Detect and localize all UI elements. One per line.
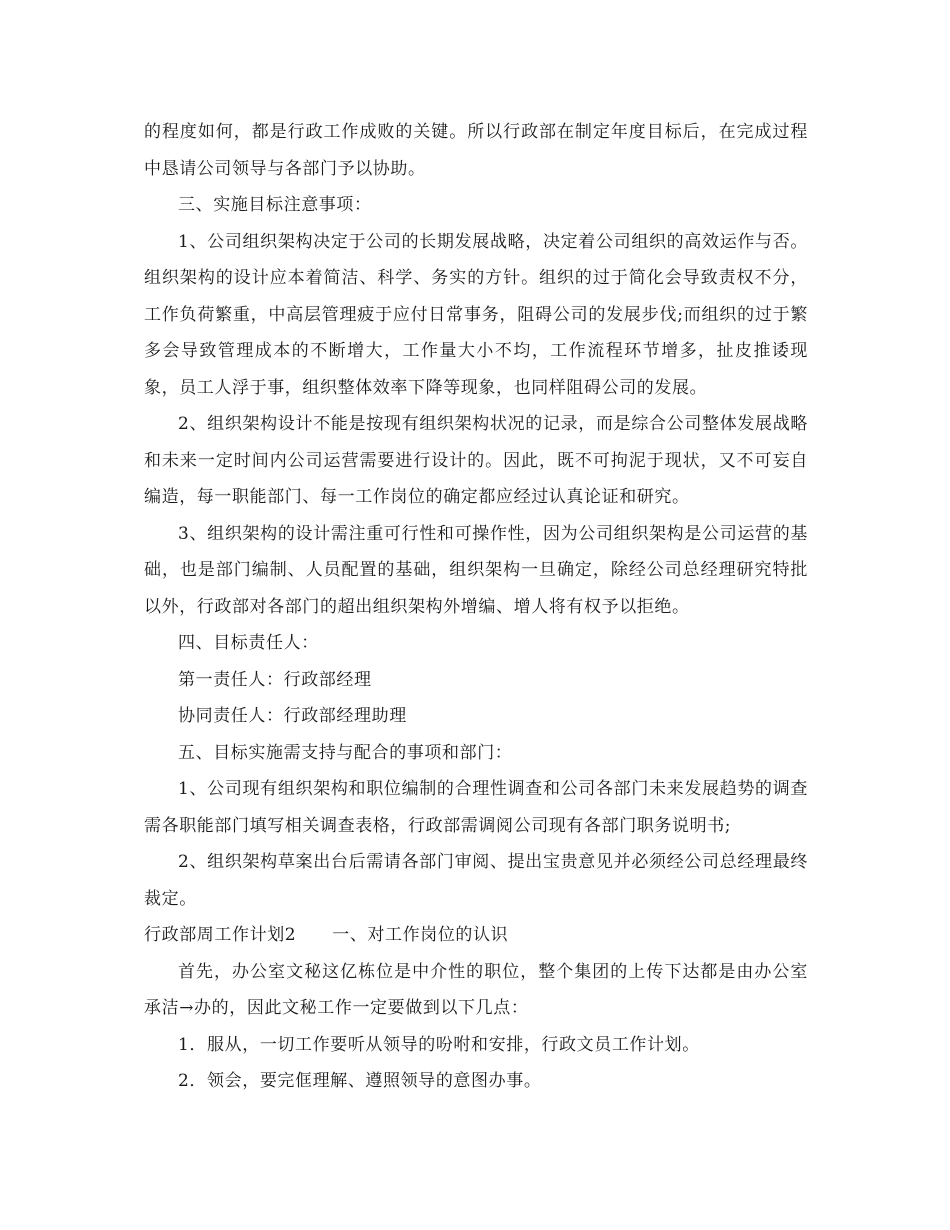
paragraph: 1．服从，一切工作要听从领导的吩咐和安排，行政文员工作计划。 bbox=[178, 1034, 700, 1055]
paragraph: 的程度如何，都是行政工作成败的关键。所以行政部在制定年度目标后，在完成过程中恳请公司领导与各部门予以协助。 bbox=[144, 122, 808, 179]
paragraph: 2、组织架构草案出台后需请各部门审阅、提出宝贵意见并必须经公司总经理最终裁定。 bbox=[144, 852, 808, 909]
section-heading: 四、目标责任人： bbox=[178, 633, 319, 653]
paragraph: 2、组织架构设计不能是按现有组织架构状况的记录，而是综合公司整体发展战略和未来一定时间内公司运营需要进行设计的。因此，既不可拘泥于现状，又不可妄自编造，每一职能部门、每一工作岗位的确定都应经过认真论证和研究。 bbox=[144, 414, 808, 507]
paragraph: 首先，办公室文秘这亿栋位是中介性的职位，整个集团的上传下达都是由办公室承洁→办的，因此文秘工作一定要做到以下几点： bbox=[144, 961, 808, 1018]
section-subtitle: 一、对工作岗位的认识 bbox=[332, 925, 509, 945]
section-heading: 三、实施目标注意事项： bbox=[178, 195, 372, 215]
paragraph: 3、组织架构的设计需注重可行性和可操作性，因为公司组织架构是公司运营的基础，也是部门编制、人员配置的基础，组织架构一旦确定，除经公司总经理研究特批以外，行政部对各部门的超出组织架构外增编、增人将有权予以拒绝。 bbox=[144, 523, 808, 617]
paragraph: 第一责任人：行政部经理 bbox=[178, 669, 372, 690]
paragraph: 2．领会，要完㑌理解、遵照领导的意图办事。 bbox=[178, 1071, 542, 1091]
paragraph: 1、公司组织架构决定于公司的长期发展战略，决定着公司组织的高效运作与否。组织架构的设计应本着简洁、科学、务实的方针。组织的过于简化会导致责权不分，工作负荷繁重，中高层管理疲于应付日常事务，阻碍公司的发展步伐;而组织的过于繁多会导致管理成本的不断增大，工作量大小不均，工作流程环节增多，扯皮推诿现象，员工人浮于事，组织整体效率下降等现象，也同样阻碍公司的发展。 bbox=[144, 231, 808, 398]
document-body bbox=[144, 114, 808, 1100]
section-title: 行政部周工作计划2 bbox=[144, 925, 297, 945]
paragraph: 协同责任人：行政部经理助理 bbox=[178, 706, 407, 726]
section-title-row bbox=[144, 917, 808, 954]
section-heading: 五、目标实施需支持与配合的事项和部门： bbox=[178, 742, 513, 763]
paragraph: 1、公司现有组织架构和职位编制的合理性调查和公司各部门未来发展趋势的调查需各职能部门填写相关调查表格，行政部需调阅公司现有各部门职务说明书; bbox=[144, 779, 808, 836]
